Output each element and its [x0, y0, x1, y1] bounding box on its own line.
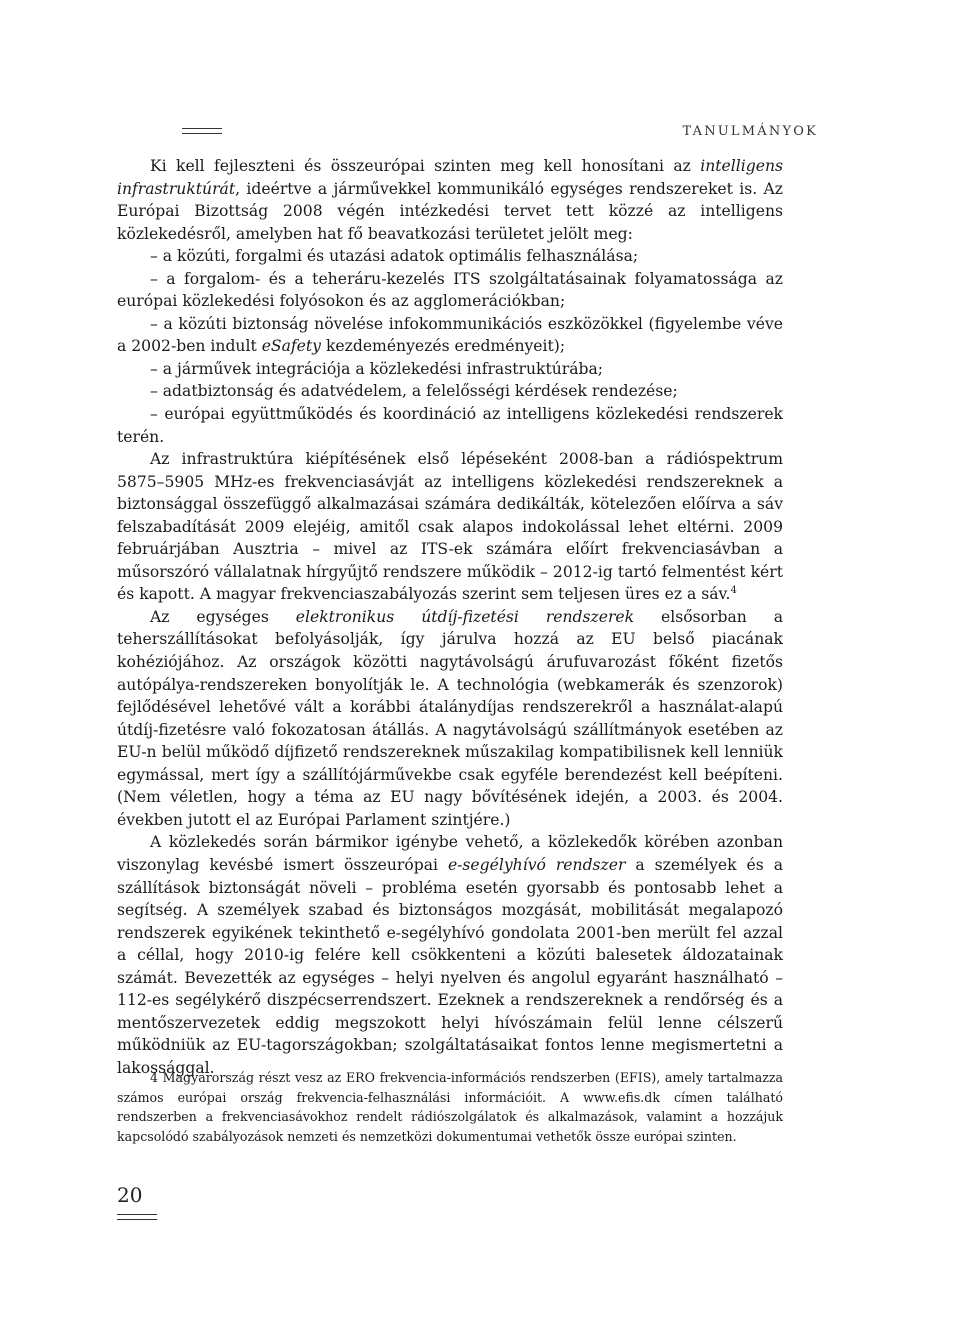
list-item: – a járművek integrációja a közlekedési infrastruktúrába; [150, 359, 604, 378]
paragraph-2 [117, 448, 783, 606]
footnote-text-a: 4 Magyarország részt vesz az ERO frekvencia-információs rendszerben (EFIS), amely tartalmazza számos európai ország frekvencia-felhasználási információit. A [117, 1070, 783, 1105]
term-intelligent-infrastructure: intelligens infrastruktúrát [117, 157, 783, 198]
list-item: – a forgalom- és a teheráru-kezelés ITS szolgáltatásainak folyamatossága az európai közlekedési folyósokon és az agglomerációkban; [117, 269, 783, 311]
paragraph-1 [117, 155, 783, 245]
page-number-rule [117, 1214, 157, 1220]
list-item-text: – a közúti biztonság növelése infokommunikációs eszközökkel (figyelembe véve a 2002-ben indult [117, 314, 783, 356]
term-electronic-toll: elektronikus útdíj-fizetési rendszerek [295, 607, 635, 626]
term-esafety: eSafety [261, 337, 321, 356]
paragraph-3-text-a: Az egységes [150, 607, 296, 626]
paragraph-4 [117, 831, 783, 1079]
term-ecall: e-segélyhívó rendszer [447, 855, 626, 874]
paragraph-4-text-b: a személyek és a szállítások biztonságát növeli – probléma esetén gyorsabb és pontosabb lehet a segítség. A személyek szabad és biztonságos mozgását, mobilitását megalapozó rendszerek egyikének tekinthető e-segélyhívó gondolata 2001-ben merült fel azzal a céllal, hogy 2010-ig felére kell csökkenteni a közúti balesetek áldozatainak számát. Bevezették az egységes – helyi nyelven és angolul egyaránt használható – 112-es segélykérő diszpécserrendszert. Ezeknek a rendszereknek a rendőrség és a mentőszervezetek eddig megszokott helyi hívószámain felül lenne célszerű működniük az EU-tagországokban; szolgáltatásaikat fontos lenne megismertetni a lakossággal. [117, 855, 783, 1077]
paragraph-4-text-a: A közlekedés során bármikor igénybe vehető, a közlekedők körében azonban viszonylag kevésbé ismert összeurópai [117, 833, 783, 874]
footnote [117, 1068, 783, 1146]
header-rule [182, 128, 222, 134]
list-item: – adatbiztonság és adatvédelem, a felelősségi kérdések rendezése; [150, 382, 678, 401]
footnote-4 [117, 1068, 783, 1146]
footnote-ref[interactable]: 4 [730, 585, 737, 597]
paragraph-1-text-b: , ideértve a járművekkel kommunikáló egységes rendszereket is. Az Európai Bizottság 2008 végén intézkedési tervet tett közzé az intelligens közlekedésről, amelyben hat fő beavatkozási területet jelölt meg: [117, 179, 783, 243]
list-item: – a közúti, forgalmi és utazási adatok optimális felhasználása; [150, 247, 639, 266]
page-number: 20 [117, 1183, 143, 1207]
paragraph-3 [117, 606, 783, 831]
list-item: – európai együttműködés és koordináció az intelligens közlekedési rendszerek terén. [117, 405, 783, 446]
paragraph-3-text-b: elsősorban a teherszállításokat befolyásolják, így járulva hozzá az EU belső piacának kohéziójához. Az országok közötti nagytávolságú árufuvarozást főként fizetős autópálya-rendszereken bonyolítják le. A technológia (webkamerák és szenzorok) fejlődésével lehetővé vált a korábbi átalánydíjas rendszerekről a használat-alapú útdíj-fizetésre való fokozatosan átállás. A nagytávolságú szállítmányok esetében az EU-n belül működő díjfizető rendszereknek műszakilag kompatibilisnek kell lenniük egymással, mert így a szállítójárművekbe csak egyféle berendezést kell beépíteni. (Nem véletlen, hogy a téma az EU nagy bővítésének idején, a 2003. és 2004. években jutott el az Európai Parlament szintjére.) [117, 607, 783, 829]
footnote-text-b: címen található rendszerben a frekvenciasávokhoz rendelt rádiószolgálatok és alkalmazások, valamint a hozzájuk kapcsolódó szabályozások nemzeti és nemzetközi dokumentumai vethetők össze európai szinten. [117, 1089, 783, 1144]
paragraph-2-text: Az infrastruktúra kiépítésének első lépéseként 2008-ban a rádióspektrum 5875–5905 MHz-es frekvenciasávját az intelligens közlekedési rendszereknek a biztonsággal összefüggő alkalmazásai számára dedikálták, kötelezően előírva a sáv felszabadítását 2009 elejéig, amitől csak alapos indokolással lehet eltérni. 2009 februárjában Ausztria – mivel az ITS-ek számára előírt frekvenciasávban a műsorszóró vállalatnak hírgyűjtő rendszere működik – 2012-ig tartó felmentést kért és kapott. A magyar frekvenciaszabályozás szerint sem teljesen üres ez a sáv. [117, 450, 783, 604]
section-title: TANULMÁNYOK [682, 124, 818, 139]
list-item-text-end: kezdeményezés eredményeit); [320, 337, 566, 356]
list-item [117, 313, 783, 358]
paragraph-1-text-a: Ki kell fejleszteni és összeurópai szinten meg kell honosítani az [150, 157, 701, 175]
article-body [117, 155, 783, 1079]
footnote-link[interactable]: www.efis.dk [583, 1089, 660, 1105]
